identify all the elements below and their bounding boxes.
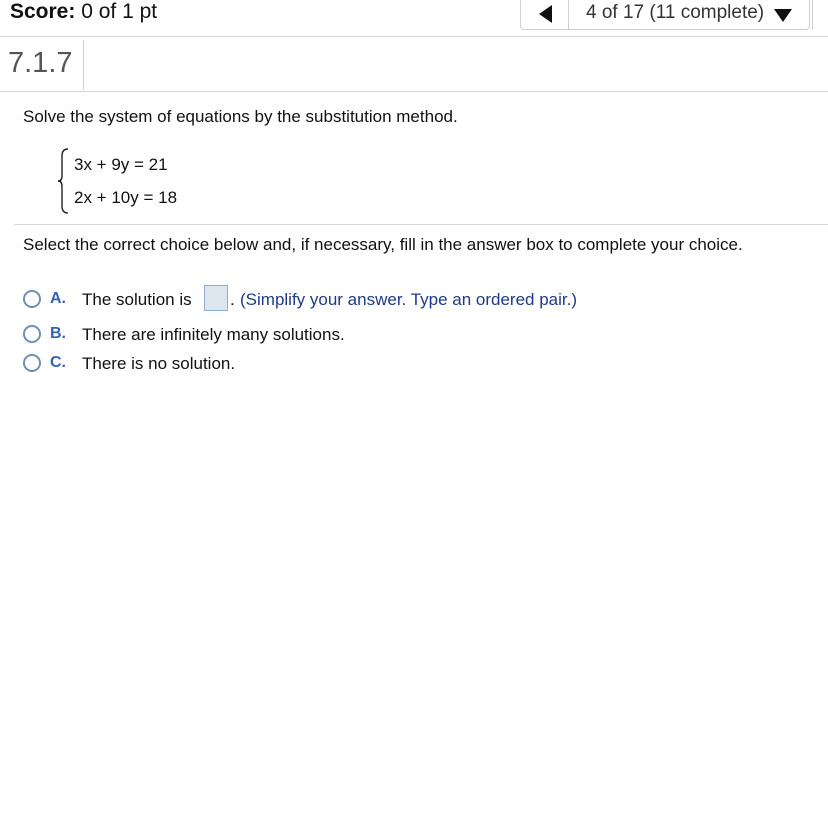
question-number: 7.1.7 xyxy=(8,47,73,79)
choice-c-text: There is no solution. xyxy=(82,354,236,373)
triangle-down-icon xyxy=(774,9,792,22)
equation-2: 2x + 10y = 18 xyxy=(74,188,178,207)
choice-b-radio[interactable] xyxy=(23,325,41,343)
previous-question-button[interactable] xyxy=(521,0,569,29)
score-value: 0 of 1 pt xyxy=(81,0,158,23)
left-brace-icon xyxy=(56,146,70,216)
score-label: Score: xyxy=(10,0,76,23)
triangle-left-icon xyxy=(539,5,552,23)
choice-a-hint: (Simplify your answer. Type an ordered pair.) xyxy=(240,290,578,309)
header-divider xyxy=(83,40,84,90)
choice-c xyxy=(23,352,723,374)
choice-a-period: . xyxy=(230,290,235,309)
answer-input-box[interactable] xyxy=(204,285,228,311)
equation-system xyxy=(56,146,216,216)
choice-b-letter: B. xyxy=(50,325,66,342)
choice-b-text: There are infinitely many solutions. xyxy=(82,325,345,344)
next-question-button[interactable] xyxy=(812,0,828,30)
question-navigator xyxy=(520,0,810,30)
equation-1: 3x + 9y = 21 xyxy=(74,155,168,174)
choice-a-text: The solution is xyxy=(82,290,192,309)
score-display xyxy=(10,0,157,24)
question-instruction: Solve the system of equations by the substitution method. xyxy=(23,107,458,126)
choice-a-radio[interactable] xyxy=(23,290,41,308)
choice-a xyxy=(23,288,723,310)
top-bar xyxy=(0,0,828,37)
divider xyxy=(14,224,828,225)
choice-b xyxy=(23,323,723,345)
question-header xyxy=(0,37,828,92)
select-instruction: Select the correct choice below and, if necessary, fill in the answer box to complete your choice. xyxy=(23,235,743,254)
question-progress-dropdown[interactable] xyxy=(569,0,809,29)
progress-text: 4 of 17 (11 complete) xyxy=(586,2,765,23)
choice-c-letter: C. xyxy=(50,354,66,371)
choice-c-radio[interactable] xyxy=(23,354,41,372)
choice-a-letter: A. xyxy=(50,290,66,307)
